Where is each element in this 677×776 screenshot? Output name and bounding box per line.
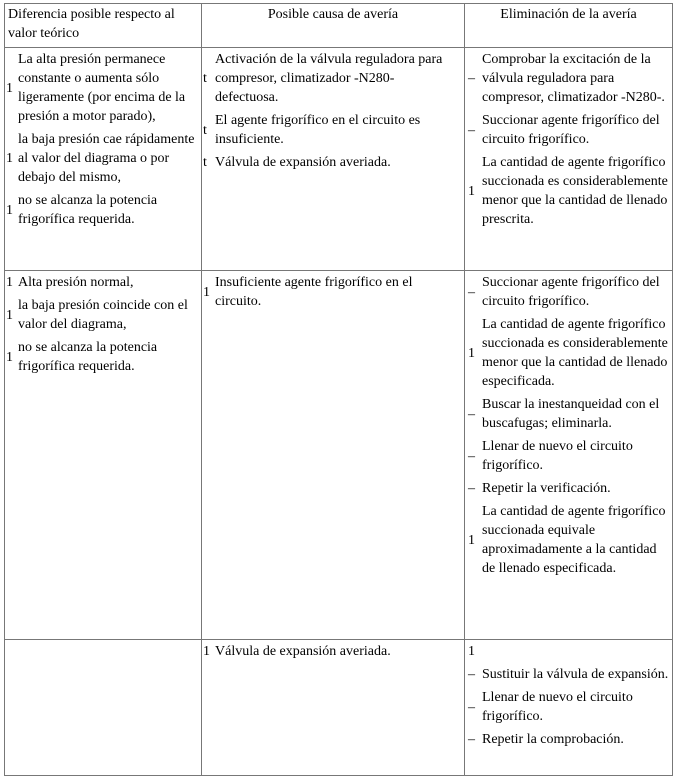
bullet-marker: – bbox=[468, 122, 475, 138]
item-text: La cantidad de agente frigorífico succionada es considerablemente menor que la cantidad de llenado especificada. bbox=[482, 317, 668, 389]
list-item bbox=[5, 50, 199, 126]
item-text: no se alcanza la potencia frigorífica requerida. bbox=[18, 193, 158, 227]
troubleshooting-table bbox=[4, 3, 673, 776]
item-text: Llenar de nuevo el circuito frigorífico. bbox=[482, 439, 633, 473]
bullet-marker: 1 bbox=[468, 345, 475, 361]
list-item bbox=[465, 50, 672, 107]
list-item bbox=[465, 437, 672, 475]
bullet-marker: – bbox=[468, 667, 475, 682]
bullet-marker: – bbox=[468, 284, 475, 300]
item-text: Sustituir la válvula de expansión. bbox=[482, 667, 669, 682]
item-text: Succionar agente frigorífico del circuito frigorífico. bbox=[482, 275, 660, 309]
list-item bbox=[202, 50, 461, 107]
item-text: Activación de la válvula reguladora para compresor, climatizador -N280- defectuosa. bbox=[215, 52, 443, 105]
list-item bbox=[465, 502, 672, 578]
cell-col2 bbox=[202, 271, 465, 640]
table-row bbox=[5, 271, 673, 640]
item-text: Buscar la inestanqueidad con el buscafugas; eliminarla. bbox=[482, 397, 660, 431]
bullet-marker: – bbox=[468, 699, 475, 715]
bullet-marker: 1 bbox=[6, 349, 13, 365]
bullet-marker: – bbox=[468, 732, 475, 747]
list-item bbox=[465, 395, 672, 433]
item-text: La cantidad de agente frigorífico succionada equivale aproximadamente a la cantidad de llenado especificada. bbox=[482, 504, 666, 576]
bullet-marker: 1 bbox=[6, 151, 13, 166]
item-text: Alta presión normal, bbox=[18, 275, 134, 290]
item-text: no se alcanza la potencia frigorífica requerida. bbox=[18, 340, 158, 374]
bullet-marker: t bbox=[203, 122, 207, 138]
list-item bbox=[465, 688, 672, 726]
item-text: Succionar agente frigorífico del circuito frigorífico. bbox=[482, 113, 660, 147]
bullet-marker: 1 bbox=[203, 644, 210, 659]
bullet-marker: t bbox=[203, 155, 207, 170]
cell-col3 bbox=[465, 48, 673, 271]
item-text: Insuficiente agente frigorífico en el circuito. bbox=[215, 275, 413, 309]
list-item bbox=[465, 730, 672, 749]
bullet-marker: 1 bbox=[203, 284, 210, 300]
item-text: Comprobar la excitación de la válvula reguladora para compresor, climatizador -N280-. bbox=[482, 52, 665, 105]
item-text: Repetir la comprobación. bbox=[482, 732, 624, 747]
item-text: La alta presión permanece constante o aumenta sólo ligeramente (por encima de la presión a motor parado), bbox=[18, 52, 186, 124]
bullet-marker: t bbox=[203, 71, 207, 86]
item-text: Válvula de expansión averiada. bbox=[215, 644, 391, 659]
list-item bbox=[465, 315, 672, 391]
bullet-marker: 1 bbox=[6, 202, 13, 218]
bullet-marker: 1 bbox=[468, 532, 475, 548]
cell-col1 bbox=[5, 271, 202, 640]
header-cause: Posible causa de avería bbox=[202, 4, 465, 48]
item-text: la baja presión cae rápidamente al valor del diagrama o por debajo del mismo, bbox=[18, 132, 195, 185]
list-item bbox=[465, 479, 672, 498]
table-row bbox=[5, 48, 673, 271]
bullet-marker: 1 bbox=[468, 644, 475, 659]
list-item bbox=[465, 153, 672, 229]
cell-col1 bbox=[5, 640, 202, 776]
bullet-marker: – bbox=[468, 71, 475, 86]
cell-col1 bbox=[5, 48, 202, 271]
item-text: Válvula de expansión averiada. bbox=[215, 155, 391, 170]
list-item bbox=[5, 338, 199, 376]
cell-col2 bbox=[202, 48, 465, 271]
list-item bbox=[5, 191, 199, 229]
list-item bbox=[202, 111, 461, 149]
bullet-marker: – bbox=[468, 448, 475, 464]
list-item bbox=[202, 153, 461, 172]
bullet-marker: – bbox=[468, 406, 475, 422]
cell-col2 bbox=[202, 640, 465, 776]
item-text: La cantidad de agente frigorífico succionada es considerablemente menor que la cantidad de llenado prescrita. bbox=[482, 155, 668, 227]
table-row bbox=[5, 640, 673, 776]
list-item bbox=[5, 130, 199, 187]
bullet-marker: 1 bbox=[6, 307, 13, 323]
cell-col3 bbox=[465, 640, 673, 776]
list-item bbox=[202, 273, 461, 311]
item-text: El agente frigorífico en el circuito es insuficiente. bbox=[215, 113, 421, 147]
header-deviation: Diferencia posible respecto al valor teórico bbox=[5, 4, 202, 48]
bullet-marker: – bbox=[468, 481, 475, 496]
bullet-marker: 1 bbox=[6, 80, 13, 96]
cell-col3 bbox=[465, 271, 673, 640]
bullet-marker: 1 bbox=[6, 275, 13, 290]
bullet-marker: 1 bbox=[468, 183, 475, 199]
item-text: Repetir la verificación. bbox=[482, 481, 611, 496]
header-remedy: Eliminación de la avería bbox=[465, 4, 673, 48]
list-item bbox=[465, 642, 672, 661]
list-item bbox=[5, 273, 199, 292]
list-item bbox=[465, 111, 672, 149]
list-item bbox=[465, 665, 672, 684]
list-item bbox=[465, 273, 672, 311]
item-text: la baja presión coincide con el valor del diagrama, bbox=[18, 298, 188, 332]
list-item bbox=[202, 642, 461, 661]
header-row bbox=[5, 4, 673, 48]
item-text: Llenar de nuevo el circuito frigorífico. bbox=[482, 690, 633, 724]
list-item bbox=[5, 296, 199, 334]
